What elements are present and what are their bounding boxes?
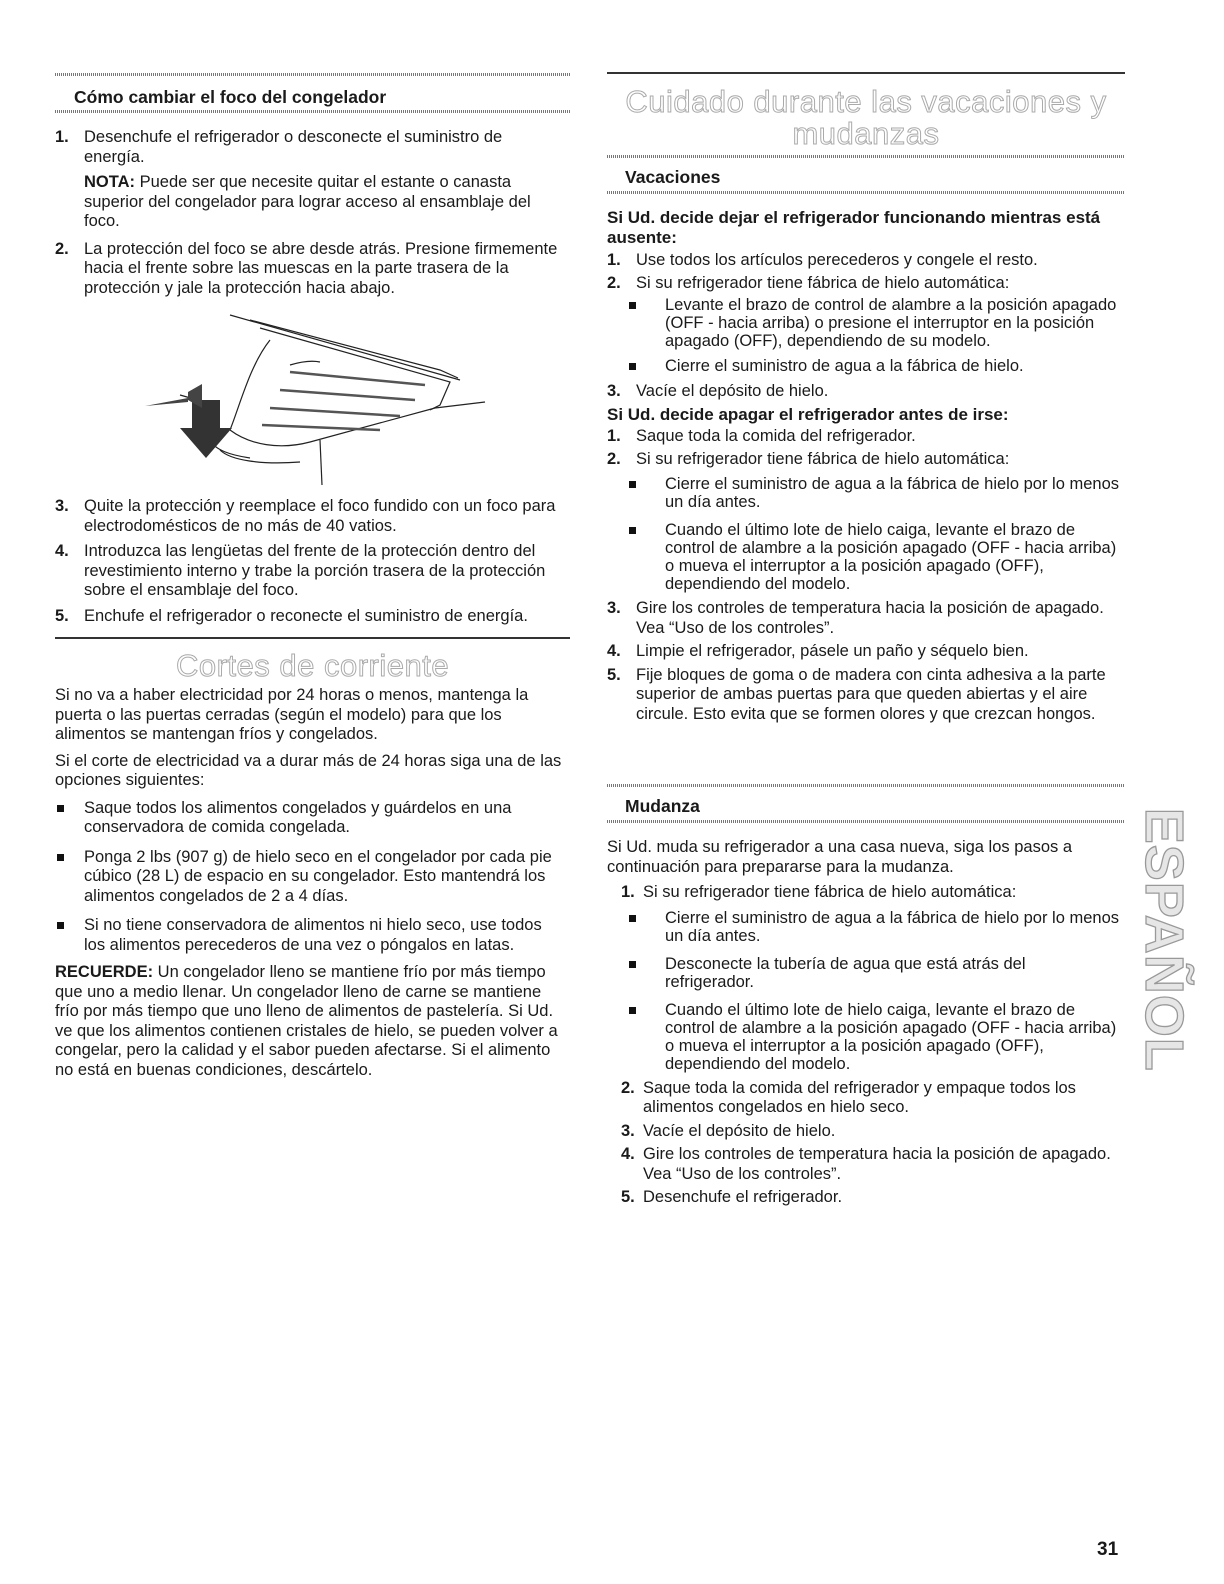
step-text: Vacíe el depósito de hielo. [636, 381, 829, 400]
list-item [607, 666, 1119, 725]
step-text: Si su refrigerador tiene fábrica de hielo automática: [636, 449, 1010, 468]
step-text: La protección del foco se abre desde atrás. Presione firmemente hacia el frente sobre las muescas en la parte trasera de la protección y jale la protección hacia abajo. [84, 239, 558, 297]
bullet-text: Levante el brazo de control de alambre a la posición apagado (OFF - hacia arriba) o presione el interruptor en la posición apagado (OFF), dependiendo de su modelo. [665, 296, 1117, 350]
step-text: Gire los controles de temperatura hacia la posición de apagado. Vea “Uso de los controles”. [643, 1145, 1111, 1183]
list-item [55, 799, 567, 838]
step-number: 3. [607, 599, 621, 617]
moving-intro: Si Ud. muda su refrigerador a una casa nueva, siga los pasos a continuación para prepararse para la mudanza. [607, 838, 1073, 876]
step-number: 1. [607, 251, 621, 269]
step-text: Desenchufe el refrigerador. [643, 1188, 843, 1206]
list-item [621, 1122, 1119, 1142]
list-item [621, 1188, 1119, 1208]
bullet-icon [629, 915, 636, 922]
bullet-icon [57, 922, 64, 929]
note-label: NOTA: [84, 173, 136, 191]
outage-title: Cortes de corriente [175, 648, 450, 683]
step-number: 2. [621, 1078, 635, 1097]
step-number: 5. [55, 606, 69, 625]
step-text: Si su refrigerador tiene fábrica de hielo automática: [643, 883, 1017, 901]
step-text: Gire los controles de temperatura hacia la posición de apagado. Vea “Uso de los controles”. [636, 599, 1104, 637]
list-item [607, 357, 1119, 377]
outage-divider [55, 637, 570, 639]
bullet-icon [629, 961, 636, 968]
care-title-line-2: mudanzas [792, 116, 940, 151]
step-text: Quite la protección y reemplace el foco fundido con un foco para electrodomésticos de no más de 40 vatios. [84, 497, 556, 535]
list-item [607, 955, 1119, 991]
bullet-icon [629, 481, 636, 488]
turn-off-title: Si Ud. decide apagar el refrigerador antes de irse: [607, 405, 1009, 424]
vacations-title [625, 167, 720, 188]
bullet-text: Si no tiene conservadora de alimentos ni hielo seco, use todos los alimentos perecederos de una vez o póngalos en latas. [84, 916, 542, 954]
step-number: 1. [607, 427, 621, 445]
list-item [55, 916, 567, 955]
list-item [607, 521, 1119, 593]
list-item [607, 427, 1119, 447]
leave-on-title: Si Ud. decide dejar el refrigerador funcionando mientras está ausente: [607, 208, 1101, 247]
bullet-text: Ponga 2 lbs (907 g) de hielo seco en el congelador por cada pie cúbico (28 L) de espacio en su congelador. Esto mantendrá los alimentos congelados de 2 a 4 días. [84, 847, 552, 905]
step-text: Use todos los artículos perecederos y congele el resto. [636, 251, 1038, 269]
moving-title-text: Mudanza [625, 796, 700, 816]
left-top-dotted-rule [55, 73, 570, 76]
remember-label: RECUERDE: [55, 963, 154, 981]
list-item [607, 274, 1119, 294]
list-item [607, 382, 1119, 402]
note-text: Puede ser que necesite quitar el estante o canasta superior del congelador para lograr acceso al ensamblaje del foco. [84, 173, 531, 230]
list-item [55, 542, 565, 601]
step-number: 3. [55, 497, 69, 515]
vacations-title-underline [607, 191, 1125, 194]
bulb-cover-illustration [140, 310, 490, 485]
moving-title-underline [607, 820, 1125, 823]
step-number: 4. [621, 1145, 635, 1163]
right-top-rule [607, 72, 1125, 74]
step-number: 1. [55, 128, 69, 146]
list-item [55, 497, 565, 536]
bullet-icon [57, 805, 64, 812]
list-item [607, 251, 1119, 271]
list-item [55, 607, 565, 627]
bullet-text: Cuando el último lote de hielo caiga, levante el brazo de control de alambre a la posición apagado (OFF - hacia arriba) o mueva el interruptor a la posición apagado (OFF), dependiendo del modelo. [665, 1000, 1117, 1073]
list-item [621, 1079, 1119, 1118]
bulb-title-text: Cómo cambiar el foco del congelador [74, 87, 387, 107]
bullet-icon [629, 527, 636, 534]
vacations-section [607, 208, 1119, 724]
bullet-icon [629, 302, 636, 309]
step-number: 4. [607, 642, 621, 660]
step-number: 3. [621, 1121, 635, 1140]
step-number: 5. [607, 665, 621, 684]
step-text: Fije bloques de goma o de madera con cinta adhesiva a la parte superior de ambas puertas para que queden abiertas y el aire circule. Esto evita que se formen olores y que crezcan hongos. [636, 665, 1106, 723]
step-text: Saque toda la comida del refrigerador y empaque todos los alimentos congelados en hielo seco. [643, 1078, 1076, 1116]
moving-title [625, 796, 700, 817]
list-item [55, 128, 565, 167]
bulb-steps-b [55, 497, 565, 632]
bullet-text: Cuando el último lote de hielo caiga, levante el brazo de control de alambre a la posición apagado (OFF - hacia arriba) o mueva el interruptor a la posición apagado (OFF), dependiendo del modelo. [665, 521, 1117, 593]
bulb-section-title [74, 87, 386, 108]
bullet-text: Cierre el suministro de agua a la fábrica de hielo por lo menos un día antes. [665, 475, 1119, 511]
step-number: 3. [607, 381, 621, 400]
step-text: Enchufe el refrigerador o reconecte el suministro de energía. [84, 606, 528, 625]
remember-paragraph [55, 963, 567, 1080]
bullet-icon [629, 1007, 636, 1014]
list-item [621, 1145, 1119, 1184]
step-text: Limpie el refrigerador, pásele un paño y séquelo bien. [636, 642, 1029, 660]
bullet-text: Saque todos los alimentos congelados y guárdelos en una conservadora de comida congelada. [84, 798, 512, 836]
list-item [55, 848, 567, 907]
list-item [607, 1001, 1119, 1073]
list-item [607, 450, 1119, 470]
outage-paragraph-2: Si el corte de electricidad va a durar más de 24 horas siga una de las opciones siguientes: [55, 751, 562, 789]
down-arrow-icon [180, 400, 232, 458]
bulb-title-underline [55, 110, 570, 113]
language-side-label: ESPAÑOL [1133, 807, 1194, 1073]
step-number: 1. [621, 883, 635, 901]
bulb-steps-a [55, 128, 565, 304]
step-number: 4. [55, 542, 69, 560]
step-text: Desenchufe el refrigerador o desconecte el suministro de energía. [84, 128, 503, 166]
step-number: 2. [607, 273, 621, 292]
bullet-text: Cierre el suministro de agua a la fábrica de hielo por lo menos un día antes. [665, 908, 1119, 945]
bullet-icon [57, 854, 64, 861]
step-text: Introduzca las lengüetas del frente de la protección dentro del revestimiento interno y trabe la porción trasera de la protección sobre el ensamblaje del foco. [84, 542, 546, 599]
care-title-dotted-rule [607, 155, 1125, 158]
step-text: Vacíe el depósito de hielo. [643, 1121, 836, 1140]
note-paragraph [55, 173, 565, 232]
list-item [607, 909, 1119, 945]
moving-top-dotted-rule [607, 784, 1125, 787]
list-item [607, 599, 1119, 638]
step-number: 2. [55, 239, 69, 258]
bullet-icon [629, 363, 636, 370]
language-side-tab [1133, 807, 1194, 1073]
list-item [607, 642, 1119, 662]
outage-section [55, 686, 567, 1080]
list-item [621, 883, 1119, 903]
page-number: 31 [1097, 1539, 1119, 1560]
care-title-line-1: Cuidado durante las vacaciones y [625, 84, 1107, 119]
bullet-text: Cierre el suministro de agua a la fábrica de hielo. [665, 357, 1024, 375]
vacations-title-text: Vacaciones [625, 167, 721, 187]
moving-section [607, 838, 1119, 1208]
outage-paragraph-1: Si no va a haber electricidad por 24 horas o menos, mantenga la puerta o las puertas cerradas (según el modelo) para que los alimentos se mantengan fríos y congelados. [55, 686, 529, 743]
remember-text: Un congelador lleno se mantiene frío por más tiempo que uno a medio llenar. Un congelador lleno de carne se mantiene frío por más tiempo que uno lleno de alimentos de pastelería. Si Ud. ve que los alimentos contienen cristales de hielo, se pueden volver a congelar, pero la calidad y el sabor pueden afectarse. Si el alimento no está en buenas condiciones, descártelo. [55, 963, 558, 1079]
bullet-text: Desconecte la tubería de agua que está atrás del refrigerador. [665, 954, 1026, 991]
list-item [607, 475, 1119, 511]
list-item [55, 240, 565, 299]
care-title [607, 86, 1125, 150]
list-item [607, 296, 1119, 350]
step-number: 2. [607, 449, 621, 468]
step-text: Saque toda la comida del refrigerador. [636, 427, 916, 445]
step-text: Si su refrigerador tiene fábrica de hielo automática: [636, 273, 1010, 292]
step-number: 5. [621, 1188, 635, 1206]
